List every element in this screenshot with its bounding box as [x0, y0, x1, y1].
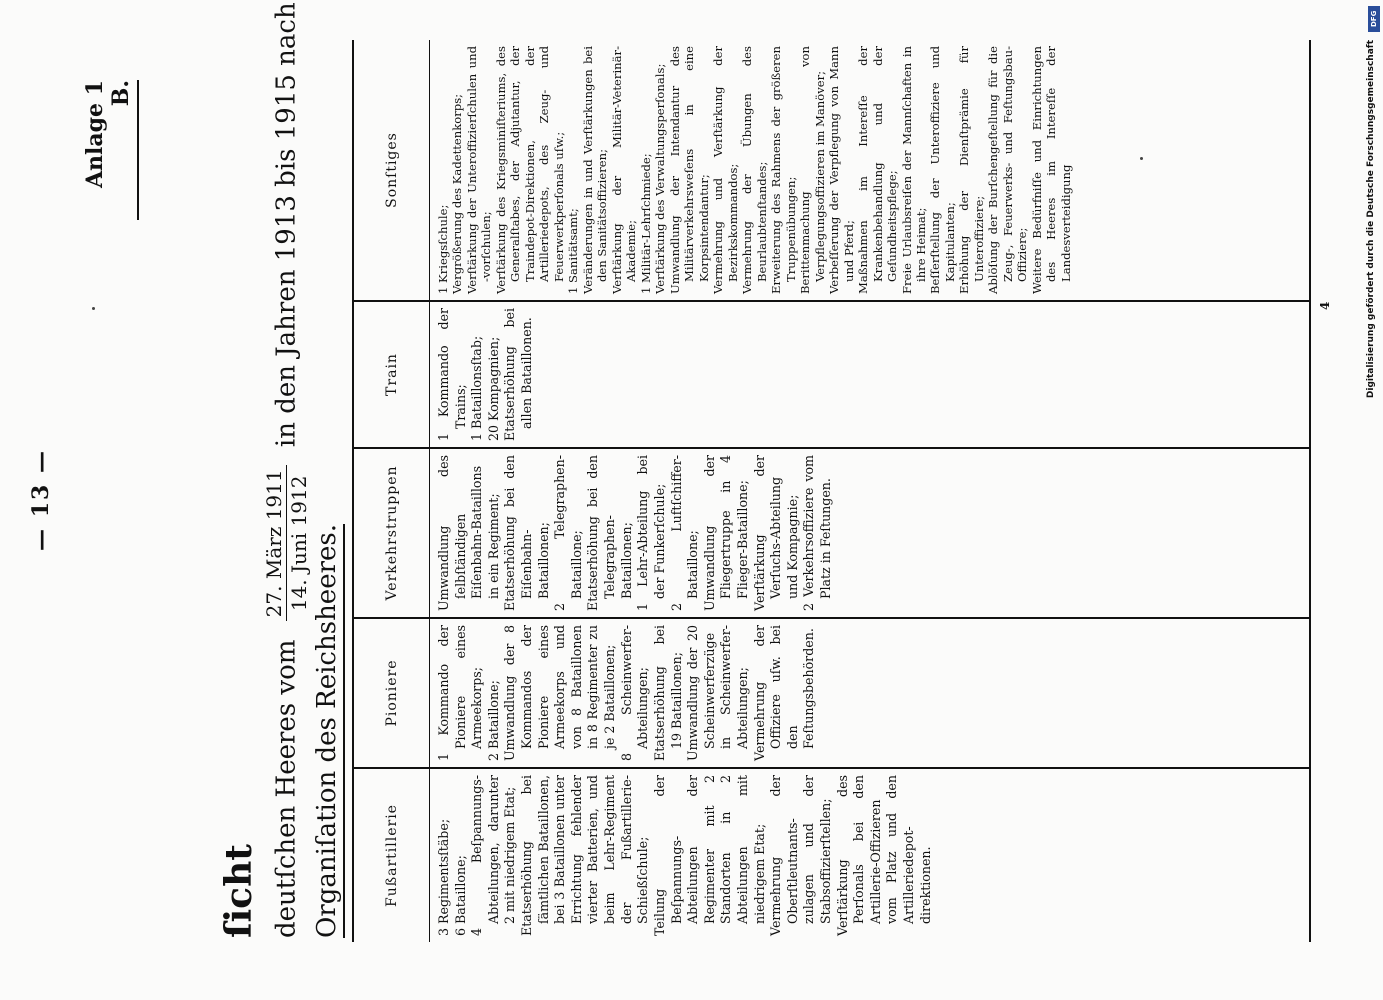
- annex-label: Anlage 1 B.: [82, 80, 139, 220]
- list-item: Erhöhung der Dienſtprämie für Unteroffiziere;: [957, 46, 986, 294]
- list-item: Verſtärkung des Kriegsminiſteriums, des Generalſtabes, der Adjutantur, der Traindepot-Direktionen, der Artilleriedepots, des Zeug- und Feuerwerkperſonals uſw.;: [493, 46, 566, 294]
- column-header: Sonſtiges: [354, 40, 430, 300]
- list-item: 6 Bataillone;: [452, 855, 468, 936]
- list-item: Umwandlung der 8 Kommandos der Pioniere eines Armeekorps und von 8 Bataillonen in 8 Regimenter zu je 2 Bataillonen;: [502, 625, 618, 761]
- column-sonstiges: [354, 40, 1309, 300]
- list-item: Vermehrung der Oberſtleutnants-zulagen und der Stabsoffizierſtellen;: [768, 775, 834, 936]
- title-line-2-text: Organiſation des Reichsheeres.: [312, 524, 345, 938]
- column-pioniere: [354, 617, 1309, 767]
- list-item: 2 Verkehrsoffiziere vom Platz in Feſtungen.: [801, 455, 834, 611]
- title-suffix: in den Jahren 1913 bis 1915 nach: [271, 2, 302, 448]
- column-header: Train: [354, 302, 430, 447]
- date-fraction: [262, 465, 311, 621]
- column-body: [430, 449, 839, 617]
- title-line-1: [262, 2, 311, 938]
- column-header: Fußartillerie: [354, 769, 430, 942]
- list-item: Verſtärkung der Verſuchs-Abteilung und Kompagnie;: [751, 455, 800, 611]
- list-item: Etatserhöhung bei den Eiſenbahn-Bataillonen;: [502, 455, 551, 611]
- digitization-note-text: Digitalisierung gefördert durch die Deutsche Forschungsgemeinschaft: [1366, 40, 1376, 399]
- list-item: Beſſerſtellung der Unteroffiziere und Kapitulanten;: [928, 46, 957, 294]
- list-item: Vergrößerung des Kadettenkorps;: [450, 93, 465, 294]
- list-item: Etatserhöhung bei allen Bataillonen.: [502, 308, 535, 441]
- list-item: Erweiterung des Rahmens der größeren Truppenübungen;: [769, 46, 798, 294]
- title-prefix: deutſchen Heeres vom: [271, 639, 302, 938]
- date-bottom: 14. Juni 1912: [287, 475, 311, 612]
- digitization-note: [1366, 40, 1380, 440]
- list-item: Verſtärkung des Perſonals bei den Artillerie-Offizieren vom Platz und den Artilleriedepot-direktionen.: [834, 775, 933, 936]
- list-item: Maßnahmen im Intereſſe der Krankenbehandlung und der Geſundheitspflege;: [856, 46, 900, 294]
- list-item: Verſtärkung der Militär-Veterinär-Akademie;: [609, 46, 639, 294]
- organisation-table: [352, 40, 1311, 942]
- list-item: Berittenmachung von Verpflegungsoffizieren im Manöver;: [798, 46, 827, 294]
- list-item: Vermehrung der Offiziere uſw. bei den Feſtungsbehörden.: [751, 625, 817, 761]
- list-item: 20 Kompagnien;: [485, 336, 501, 441]
- page-number: — 13 —: [28, 449, 54, 551]
- date-top: 27. März 1911: [262, 465, 287, 621]
- scan-speck: [1140, 157, 1143, 160]
- list-item: Verſtärkung der Unteroffizierſchulen und -vorſchulen;: [464, 46, 494, 294]
- column-body: [430, 619, 822, 767]
- list-item: Vermehrung und Verſtärkung der Bezirkskommandos;: [711, 46, 740, 294]
- list-item: Umwandlung der Fliegertruppe in 4 Flieger-Bataillone;: [701, 455, 750, 611]
- list-item: Etatserhöhung bei den Telegraphen-Bataillonen;: [585, 455, 634, 611]
- column-body: [430, 302, 540, 447]
- list-item: Weitere Bedürfniſſe und Einrichtungen des Heeres im Intereſſe der Landesverteidigung: [1029, 46, 1073, 294]
- column-header: Verkehrstruppen: [354, 449, 430, 617]
- list-item: Veränderungen in und Verſtärkungen bei den Sanitätsoffizieren;: [580, 46, 610, 294]
- list-item: Umwandlung der 20 Scheinwerferzüge in Scheinwerfer-Abteilungen;: [685, 625, 750, 761]
- list-item: Umwandlung der Intendantur des Militärverkehrsweſens in eine Korpsintendantur;: [667, 46, 711, 294]
- column-train: [354, 300, 1309, 447]
- list-item: Umwandlung des ſelbſtändigen Eiſenbahn-Bataillons in ein Regiment;: [436, 455, 501, 611]
- list-item: 1 Militär-Lehrſchmiede;: [638, 153, 653, 294]
- list-item: 1 Lehr-Abteilung bei der Funkerſchule;: [635, 455, 667, 611]
- title-word: ſicht: [218, 844, 260, 938]
- list-item: Verſtärkung des Verwaltungsperſonals;: [653, 63, 668, 294]
- list-item: 1 Kommando der Pioniere eines Armeekorps;: [436, 625, 485, 761]
- list-item: 1 Sanitätsamt;: [566, 208, 581, 294]
- column-body: [430, 40, 1077, 300]
- list-item: Ablöſung der Burſchengeſtellung für die Zeug-, Feuerwerks- und Feſtungsbau-Offiziere;: [986, 46, 1030, 294]
- list-item: 8 Scheinwerfer-Abteilungen;: [618, 625, 651, 761]
- dfg-logo: DFG: [1368, 6, 1380, 32]
- column-fussartillerie: [354, 767, 1309, 942]
- title-line-2: [312, 524, 342, 938]
- list-item: 1 Kommando der Trains;: [436, 308, 468, 441]
- list-item: 2 Telegraphen-Bataillone;: [552, 455, 584, 611]
- list-item: 2 Bataillone;: [485, 680, 501, 761]
- list-item: 1 Kriegsſchule;: [436, 204, 450, 294]
- list-item: Verbeſſerung der Verpflegung von Mann und Pferd;: [827, 46, 856, 294]
- list-item: Etatserhöhung bei 19 Bataillonen;: [651, 625, 684, 761]
- scan-speck: [92, 307, 95, 310]
- list-item: 3 Regimentsſtäbe;: [436, 818, 451, 936]
- column-header: Pioniere: [354, 619, 430, 767]
- footer-mark: 4: [1318, 301, 1332, 310]
- column-body: [430, 769, 938, 942]
- list-item: 4 Beſpannungs-Abteilungen, darunter 2 mit niedrigem Etat;: [469, 775, 518, 936]
- list-item: Vermehrung der Übungen des Beurlaubtenſtandes;: [740, 46, 769, 294]
- list-item: Etatserhöhung bei ſämtlichen Bataillonen, bei 3 Bataillonen unter Errichtung fehlender vierter Batterien, und beim Lehr-Regiment der Fußartillerie-Schießſchule;: [519, 775, 651, 936]
- list-item: 2 Luftſchiffer-Bataillone;: [668, 455, 701, 611]
- column-verkehrstruppen: [354, 447, 1309, 617]
- list-item: Freie Urlaubsreiſen der Mannſchaften in ihre Heimat;: [899, 46, 928, 294]
- list-item: 1 Bataillonsſtab;: [469, 335, 485, 441]
- list-item: Teilung der Beſpannungs-Abteilungen der Regimenter mit 2 Standorten in 2 Abteilungen mit niedrigem Etat;: [651, 775, 767, 936]
